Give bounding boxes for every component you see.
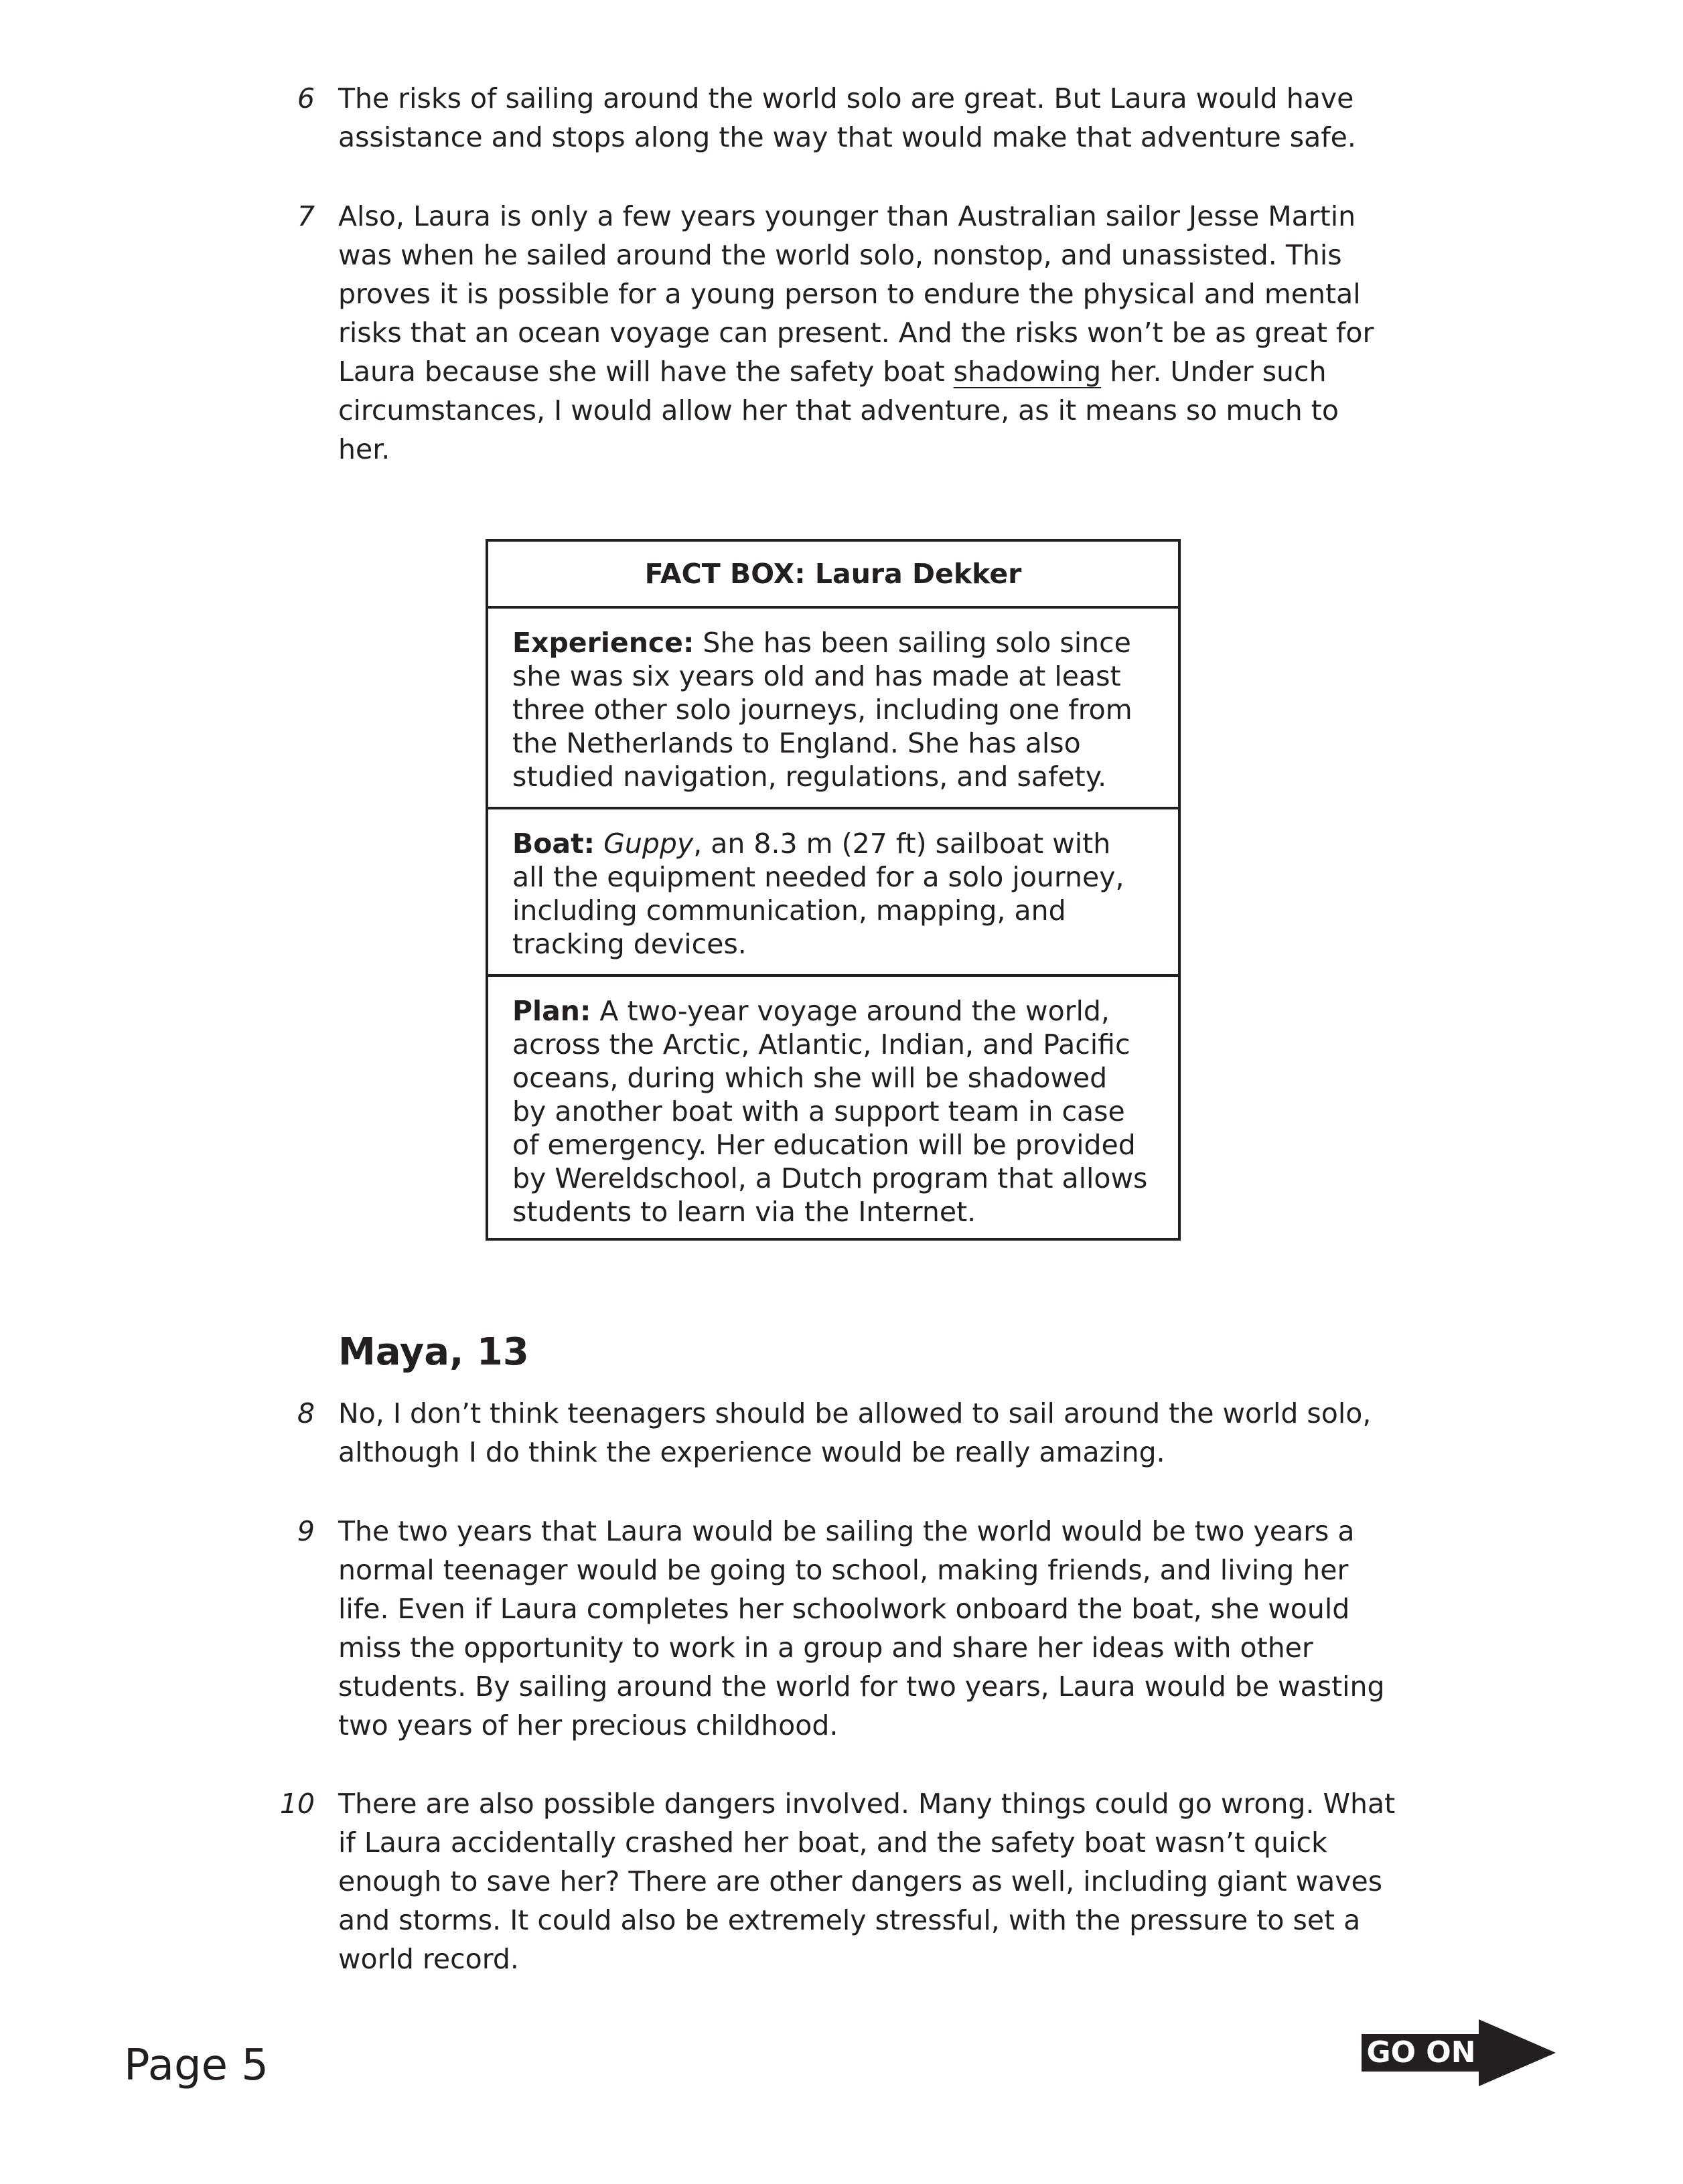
fact-box-label-experience: Experience: — [512, 627, 694, 659]
go-on-label: GO ON — [1362, 2034, 1481, 2072]
fact-box-line — [512, 994, 1154, 1028]
underlined-vocabulary-word: shadowing — [953, 356, 1102, 388]
paragraph-number-6: 6 — [297, 82, 315, 114]
paragraph-7 — [338, 197, 1443, 469]
paragraph-7-line — [338, 352, 1443, 391]
paragraph-8-line: No, I don’t think teenagers should be allowed to sail around the world solo, — [338, 1397, 1372, 1429]
fact-box-line: of emergency. Her education will be provided — [512, 1129, 1136, 1161]
fact-box-boat — [488, 809, 1178, 977]
arrow-right-icon — [1479, 2019, 1556, 2086]
paragraph-10 — [338, 1784, 1443, 1978]
fact-box-line: students to learn via the Internet. — [512, 1196, 976, 1228]
text-segment: Laura because she will have the safety boat — [338, 356, 954, 388]
fact-box-line: by Wereldschool, a Dutch program that allows — [512, 1162, 1148, 1194]
fact-box-experience — [488, 609, 1178, 809]
fact-box-plan — [488, 977, 1178, 1238]
fact-box-line: studied navigation, regulations, and safety. — [512, 761, 1107, 793]
paragraph-number-7: 7 — [297, 200, 315, 232]
paragraph-10-line: world record. — [338, 1943, 519, 1975]
fact-box-line: all the equipment needed for a solo journey, — [512, 861, 1124, 893]
fact-box-label-boat: Boat: — [512, 828, 595, 860]
fact-box-label-plan: Plan: — [512, 995, 591, 1027]
paragraph-7-line: was when he sailed around the world solo, nonstop, and unassisted. This — [338, 239, 1342, 271]
paragraph-10-line: and storms. It could also be extremely stressful, with the pressure to set a — [338, 1904, 1361, 1936]
fact-box-line: by another boat with a support team in case — [512, 1095, 1125, 1127]
paragraph-9 — [338, 1512, 1443, 1745]
paragraph-number-9: 9 — [297, 1515, 315, 1547]
fact-box-line: three other solo journeys, including one from — [512, 694, 1132, 726]
paragraph-9-line: The two years that Laura would be sailing the world would be two years a — [338, 1515, 1355, 1547]
paragraph-6-line: assistance and stops along the way that would make that adventure safe. — [338, 121, 1356, 153]
page-number: Page 5 — [124, 2041, 269, 2090]
paragraph-number-8: 8 — [297, 1397, 315, 1429]
fact-box-line: tracking devices. — [512, 928, 747, 960]
paragraph-7-line: circumstances, I would allow her that adventure, as it means so much to — [338, 394, 1339, 426]
boat-name: Guppy — [603, 828, 694, 860]
paragraph-6 — [338, 79, 1443, 157]
fact-box-title: FACT BOX: Laura Dekker — [488, 542, 1178, 609]
go-on-indicator — [1362, 2019, 1556, 2086]
paragraph-9-line: students. By sailing around the world for two years, Laura would be wasting — [338, 1670, 1385, 1703]
fact-box-line: she was six years old and has made at least — [512, 660, 1121, 692]
paragraph-8 — [338, 1394, 1443, 1472]
paragraph-7-line: her. — [338, 433, 390, 465]
fact-box-line: oceans, during which she will be shadowed — [512, 1062, 1108, 1094]
paragraph-9-line: normal teenager would be going to school, making friends, and living her — [338, 1554, 1349, 1586]
text-segment: A two-year voyage around the world, — [591, 995, 1110, 1027]
text-segment: , an 8.3 m (27 ft) sailboat with — [693, 828, 1111, 860]
paragraph-9-line: miss the opportunity to work in a group and share her ideas with other — [338, 1632, 1313, 1664]
fact-box-line: including communication, mapping, and — [512, 894, 1066, 927]
paragraph-10-line: There are also possible dangers involved. Many things could go wrong. What — [338, 1788, 1396, 1820]
section-heading: Maya, 13 — [338, 1330, 529, 1374]
fact-box-line — [512, 626, 1154, 659]
text-segment: She has been sailing solo since — [694, 627, 1131, 659]
paragraph-8-line: although I do think the experience would be really amazing. — [338, 1436, 1165, 1468]
fact-box-line: across the Arctic, Atlantic, Indian, and Pacific — [512, 1028, 1130, 1061]
paragraph-7-line: Also, Laura is only a few years younger than Australian sailor Jesse Martin — [338, 200, 1356, 232]
fact-box-line: the Netherlands to England. She has also — [512, 727, 1081, 759]
paragraph-number-10: 10 — [279, 1788, 315, 1820]
fact-box-line — [512, 827, 1154, 860]
paragraph-6-line: The risks of sailing around the world solo are great. But Laura would have — [338, 82, 1354, 114]
paragraph-9-line: two years of her precious childhood. — [338, 1709, 838, 1741]
paragraph-10-line: if Laura accidentally crashed her boat, and the safety boat wasn’t quick — [338, 1826, 1327, 1859]
text-segment: her. Under such — [1101, 356, 1327, 388]
paragraph-7-line: risks that an ocean voyage can present. And the risks won’t be as great for — [338, 317, 1374, 349]
paragraph-9-line: life. Even if Laura completes her schoolwork onboard the boat, she would — [338, 1593, 1350, 1625]
paragraph-7-line: proves it is possible for a young person to endure the physical and mental — [338, 278, 1361, 310]
paragraph-10-line: enough to save her? There are other dangers as well, including giant waves — [338, 1865, 1383, 1897]
fact-box — [486, 539, 1181, 1241]
